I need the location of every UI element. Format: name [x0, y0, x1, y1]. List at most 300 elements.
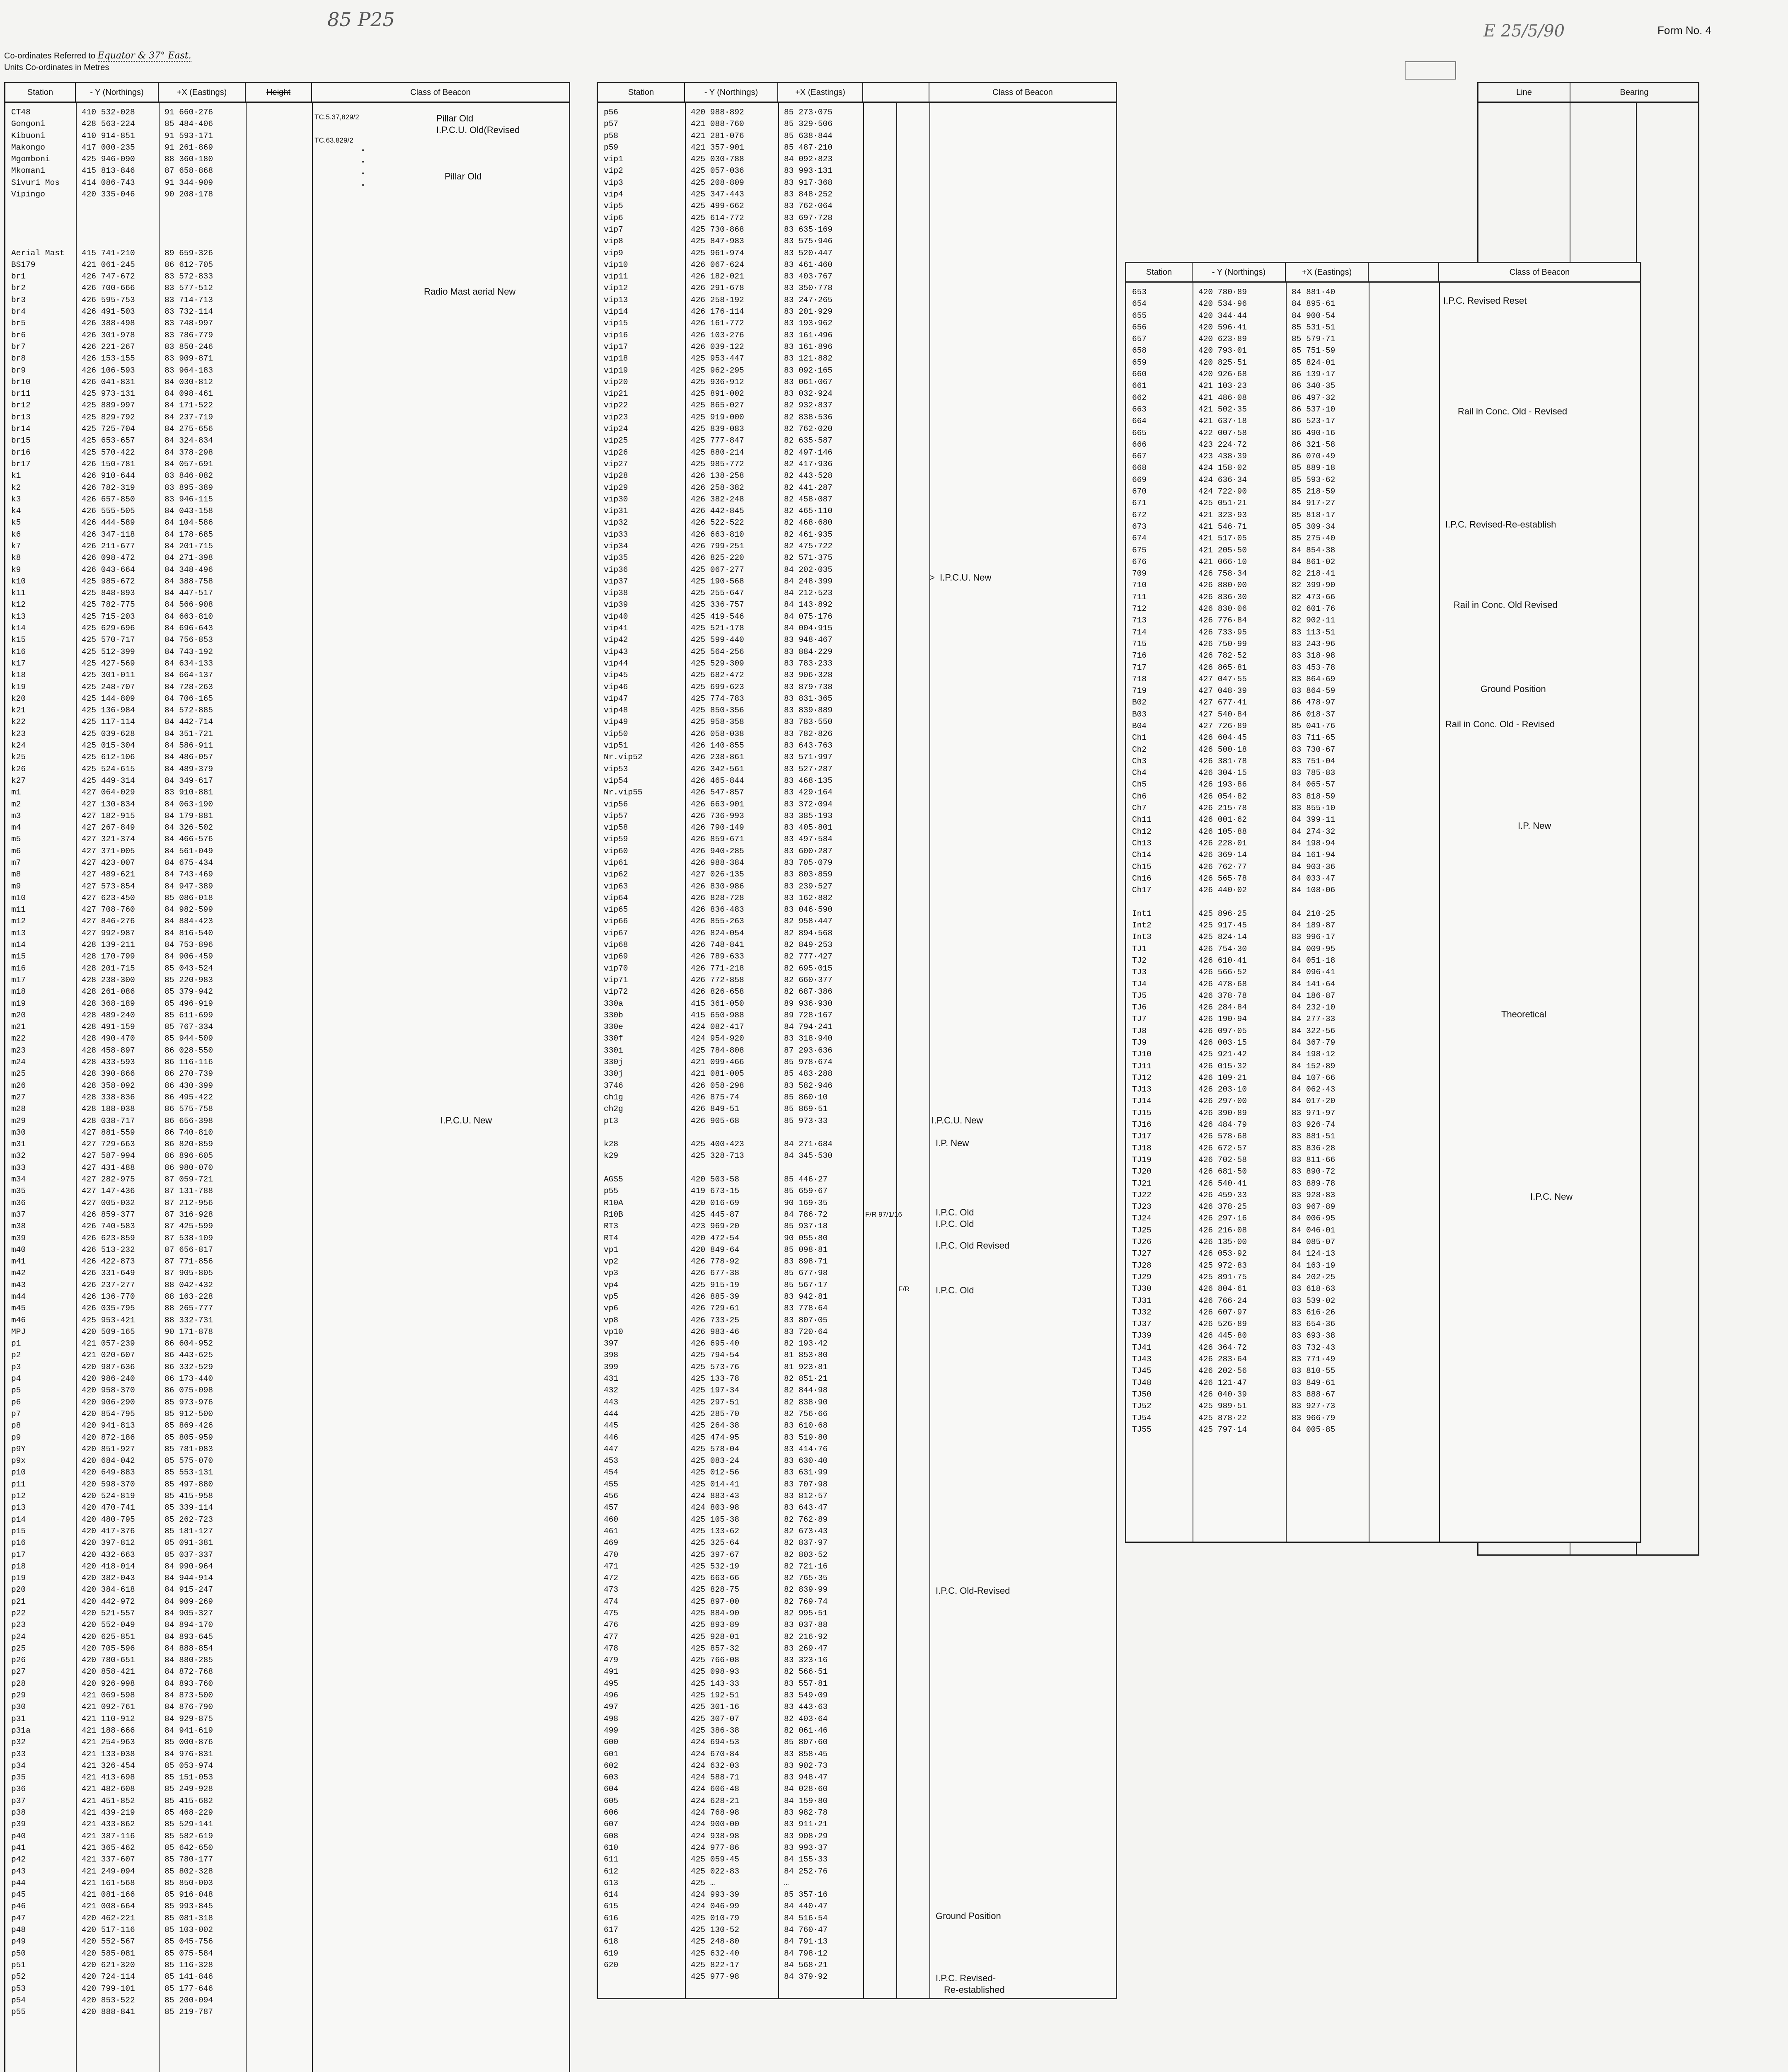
col-northings: - Y (Northings)	[685, 83, 778, 102]
table-row	[1126, 427, 1640, 439]
easting-cell: 88 360·180	[165, 155, 213, 164]
station-cell: p44	[11, 1878, 26, 1888]
table-row	[1126, 322, 1640, 333]
station-cell: 600	[604, 1738, 619, 1747]
table-row	[1126, 579, 1640, 591]
table-row	[598, 353, 1116, 364]
station-cell: k6	[11, 530, 21, 539]
easting-cell: 82 837·97	[784, 1538, 828, 1548]
northing-cell: 421 439·219	[82, 1808, 135, 1818]
northing-cell: 421 323·93	[1198, 510, 1247, 520]
easting-cell: 84 378·298	[165, 448, 213, 457]
northing-cell: 420 780·89	[1198, 288, 1247, 297]
northing-cell: 425 307·07	[691, 1714, 740, 1723]
northing-cell: 426 304·15	[1198, 768, 1247, 778]
northing-cell: 426 211·677	[82, 541, 135, 551]
table-row	[5, 1654, 569, 1666]
northing-cell: 426 623·859	[82, 1233, 135, 1243]
northing-cell: 425 839·083	[691, 424, 744, 434]
easting-cell: 85 496·919	[165, 999, 213, 1008]
easting-cell: 83 993·131	[784, 166, 833, 176]
table-row	[598, 1866, 1116, 1877]
easting-cell: 87 293·636	[784, 1046, 833, 1055]
northing-cell: 415 650·988	[691, 1010, 744, 1020]
table-row	[598, 1103, 1116, 1115]
station-cell: p42	[11, 1855, 26, 1864]
northing-cell: 425 953·421	[82, 1315, 135, 1325]
station-cell: vip25	[604, 436, 628, 445]
northing-cell: 425 663·66	[691, 1573, 740, 1583]
station-cell: br11	[11, 389, 31, 399]
northing-cell: 425 570·422	[82, 448, 135, 457]
table-row	[1126, 568, 1640, 579]
station-cell: p52	[11, 1972, 26, 1982]
station-cell: vip56	[604, 799, 628, 809]
table-row	[1126, 357, 1640, 368]
easting-cell: 86 490·16	[1292, 428, 1336, 438]
easting-cell: 84 159·80	[784, 1796, 828, 1806]
station-cell: m22	[11, 1034, 26, 1043]
table-row	[598, 576, 1116, 587]
table-row	[598, 1666, 1116, 1677]
station-cell: TJ28	[1132, 1261, 1152, 1270]
northing-cell: 425 143·33	[691, 1679, 740, 1688]
station-cell: k4	[11, 506, 21, 516]
easting-cell: 83 898·71	[784, 1257, 828, 1266]
easting-cell: 85 103·002	[165, 1925, 213, 1935]
northing-cell: 426 097·05	[1198, 1026, 1247, 1036]
northing-cell: 426 378·78	[1198, 991, 1247, 1000]
table-row	[1126, 603, 1640, 615]
table-row	[1126, 755, 1640, 767]
northing-cell: 426 297·16	[1198, 1214, 1247, 1223]
easting-cell: 81 853·80	[784, 1351, 828, 1360]
northing-cell: 425 474·95	[691, 1433, 740, 1442]
northing-cell: 428 433·593	[82, 1058, 135, 1067]
station-cell: m10	[11, 893, 26, 903]
northing-cell: 420 552·567	[82, 1937, 135, 1946]
northing-cell: 428 358·092	[82, 1081, 135, 1090]
northing-cell: 427 623·450	[82, 893, 135, 903]
northing-cell: 426 203·10	[1198, 1085, 1247, 1094]
table-row	[5, 1138, 569, 1150]
table-row	[5, 1397, 569, 1408]
easting-cell: 85 497·880	[165, 1479, 213, 1489]
station-cell: 491	[604, 1667, 619, 1677]
easting-cell: 84 189·87	[1292, 921, 1336, 930]
table-row	[598, 963, 1116, 974]
easting-cell: 85 611·699	[165, 1010, 213, 1020]
easting-cell: 84 186·87	[1292, 991, 1336, 1000]
station-cell: RT4	[604, 1233, 619, 1243]
station-cell: p11	[11, 1479, 26, 1489]
table-row	[598, 1854, 1116, 1865]
table-row	[1126, 978, 1640, 990]
northing-cell: 425 782·775	[82, 600, 135, 610]
station-cell: 456	[604, 1491, 619, 1501]
northing-cell: 426 058·038	[691, 729, 744, 738]
table-row	[598, 1162, 1116, 1174]
station-cell: 611	[604, 1855, 619, 1864]
easting-cell: 83 577·512	[165, 283, 213, 293]
table-row	[1126, 826, 1640, 838]
northing-cell: 427 489·621	[82, 870, 135, 879]
table-row	[1126, 1130, 1640, 1142]
easting-cell: 85 642·650	[165, 1843, 213, 1852]
easting-cell: 86 537·10	[1292, 404, 1336, 414]
easting-cell: 84 005·85	[1292, 1425, 1336, 1434]
easting-cell: 84 006·95	[1292, 1214, 1336, 1223]
table-row	[598, 1772, 1116, 1783]
class-note: Pillar Old	[445, 171, 482, 182]
easting-cell: 84 489·379	[165, 764, 213, 774]
easting-cell: 84 561·049	[165, 846, 213, 856]
table-row	[5, 1549, 569, 1561]
table-row	[1126, 310, 1640, 322]
station-cell: br9	[11, 366, 26, 375]
station-cell: vp2	[604, 1257, 619, 1266]
table-row	[5, 505, 569, 517]
northing-cell: 425 419·546	[691, 612, 744, 621]
easting-cell: 82 849·253	[784, 940, 833, 950]
northing-cell: 427 726·89	[1198, 721, 1247, 731]
easting-cell: 83 443·63	[784, 1702, 828, 1712]
easting-cell: 82 803·52	[784, 1550, 828, 1559]
station-cell: m37	[11, 1210, 26, 1219]
easting-cell: 85 531·51	[1292, 322, 1336, 332]
table-row	[1126, 1283, 1640, 1295]
easting-cell: 86 497·32	[1292, 393, 1336, 402]
station-cell: 330j	[604, 1058, 623, 1067]
easting-cell: 83 889·78	[1292, 1179, 1336, 1188]
easting-cell: 86 075·098	[165, 1386, 213, 1395]
northing-cell: 421 433·862	[82, 1820, 135, 1829]
northing-cell: 425 059·45	[691, 1855, 740, 1864]
table-row	[598, 1009, 1116, 1021]
northing-cell: 420 598·370	[82, 1479, 135, 1489]
northing-cell: 425 136·984	[82, 706, 135, 715]
northing-cell: 426 789·633	[691, 952, 744, 961]
table-row	[598, 1889, 1116, 1900]
station-cell: p25	[11, 1644, 26, 1653]
table-row	[1126, 1178, 1640, 1189]
station-cell: TJ37	[1132, 1319, 1152, 1329]
station-cell: TJ25	[1132, 1225, 1152, 1235]
easting-cell: 85 973·976	[165, 1397, 213, 1407]
easting-cell: 83 519·80	[784, 1433, 828, 1442]
station-cell: br6	[11, 330, 26, 340]
station-cell: k23	[11, 729, 26, 738]
station-cell: 614	[604, 1890, 619, 1900]
easting-cell: 84 028·60	[784, 1784, 828, 1794]
table-row	[5, 1561, 569, 1572]
table-row	[5, 576, 569, 587]
table-row	[598, 1197, 1116, 1209]
northing-cell: 428 139·211	[82, 940, 135, 950]
table-row	[1126, 1225, 1640, 1236]
coordinate-table-middle	[597, 82, 1117, 1999]
col-class: Class of Beacon	[992, 87, 1053, 97]
northing-cell: 410 914·851	[82, 131, 135, 140]
easting-cell: 85 889·18	[1292, 463, 1336, 473]
table-row	[5, 1443, 569, 1455]
easting-cell: 85 275·40	[1292, 534, 1336, 543]
station-cell: Nr.vip52	[604, 753, 643, 762]
easting-cell: 83 453·78	[1292, 663, 1336, 672]
table-row	[598, 1185, 1116, 1197]
station-cell: p38	[11, 1808, 26, 1818]
easting-cell: 84 348·496	[165, 565, 213, 574]
easting-cell: 86 478·97	[1292, 698, 1336, 707]
easting-cell: 84 252·76	[784, 1866, 828, 1876]
station-cell: TJ48	[1132, 1378, 1152, 1387]
easting-cell: 83 239·527	[784, 881, 833, 891]
northing-cell: 425 985·672	[82, 576, 135, 586]
station-cell: m39	[11, 1233, 26, 1243]
easting-cell: 85 483·288	[784, 1069, 833, 1079]
table-row	[5, 517, 569, 528]
table-row	[5, 540, 569, 552]
northing-cell: 426 859·671	[691, 835, 744, 844]
easting-cell: 84 202·25	[1292, 1272, 1336, 1282]
table-row	[598, 1736, 1116, 1748]
northing-cell: 415 361·050	[691, 999, 744, 1008]
table-row	[5, 1842, 569, 1854]
northing-cell: 420 382·043	[82, 1573, 135, 1583]
col-eastings: +X (Eastings)	[778, 83, 863, 102]
station-cell: Ch14	[1132, 850, 1152, 860]
station-cell: 498	[604, 1714, 619, 1723]
easting-cell: 82 958·447	[784, 917, 833, 926]
northing-cell: 419 673·15	[691, 1186, 740, 1196]
easting-cell: 85 780·177	[165, 1855, 213, 1864]
northing-cell: 425 427·569	[82, 658, 135, 668]
table-row	[5, 599, 569, 610]
northing-cell: 425 144·809	[82, 694, 135, 703]
table-row	[5, 142, 569, 153]
northing-cell: 426 758·34	[1198, 569, 1247, 579]
table-row	[5, 799, 569, 810]
station-cell: k29	[604, 1151, 619, 1161]
height-note: "	[362, 148, 365, 156]
table-row	[598, 869, 1116, 880]
table-row	[598, 1490, 1116, 1502]
easting-cell: …	[784, 1878, 789, 1888]
northing-cell: 426 500·18	[1198, 745, 1247, 754]
northing-cell: 420 926·998	[82, 1679, 135, 1688]
easting-cell: 85 593·62	[1292, 475, 1336, 484]
easting-cell: 83 429·164	[784, 788, 833, 797]
easting-cell: 85 973·33	[784, 1116, 828, 1126]
class-note: Rail in Conc. Old - Revised	[1445, 719, 1555, 729]
easting-cell: 83 572·833	[165, 272, 213, 281]
northing-cell: 420 684·042	[82, 1456, 135, 1466]
station-cell: vip51	[604, 741, 628, 750]
northing-cell: 425 197·34	[691, 1386, 740, 1395]
table-row	[598, 634, 1116, 646]
table-row	[1126, 908, 1640, 920]
northing-cell: 420 585·081	[82, 1949, 135, 1958]
northing-cell: 420 472·54	[691, 1233, 740, 1243]
northing-cell: 425 946·090	[82, 155, 135, 164]
easting-cell: 83 405·801	[784, 823, 833, 833]
table-row	[598, 1690, 1116, 1701]
northing-cell: 426 003·15	[1198, 1038, 1247, 1047]
easting-cell: 84 324·834	[165, 436, 213, 445]
station-cell: vip41	[604, 624, 628, 633]
table-row	[598, 775, 1116, 787]
station-cell: p2	[11, 1351, 21, 1360]
station-cell: B03	[1132, 709, 1147, 719]
table-row	[5, 998, 569, 1009]
table-row	[5, 458, 569, 470]
station-cell	[598, 1127, 685, 1138]
table-row	[5, 212, 569, 224]
northing-cell: 426 258·382	[691, 483, 744, 492]
northing-cell: 425 301·16	[691, 1702, 740, 1712]
station-cell: p51	[11, 1960, 26, 1970]
class-note: Radio Mast aerial New	[424, 286, 516, 297]
station-cell: TJ22	[1132, 1190, 1152, 1200]
northing-cell: 425 192·51	[691, 1691, 740, 1700]
easting-cell	[159, 200, 246, 212]
easting-cell: 83 831·365	[784, 694, 833, 703]
northing-cell: 426 540·41	[1198, 1179, 1247, 1188]
table-row	[5, 833, 569, 845]
table-row	[5, 986, 569, 997]
easting-cell: 87 658·868	[165, 166, 213, 176]
easting-cell: 83 778·64	[784, 1304, 828, 1313]
northing-cell: 426 855·263	[691, 917, 744, 926]
easting-cell: 86 332·529	[165, 1362, 213, 1372]
station-cell: 3746	[604, 1081, 623, 1090]
northing-cell: 425 822·17	[691, 1960, 740, 1970]
northing-cell: 426 465·844	[691, 776, 744, 785]
northing-cell: 426 547·857	[691, 788, 744, 797]
easting-cell: 85 000·876	[165, 1738, 213, 1747]
northing-cell: 426 039·122	[691, 342, 744, 351]
easting-cell: 83 864·59	[1292, 686, 1336, 696]
easting-cell: 83 037·88	[784, 1620, 828, 1630]
table-row	[598, 857, 1116, 869]
northing-cell: 420 552·049	[82, 1620, 135, 1630]
easting-cell: 84 947·389	[165, 881, 213, 891]
table-row	[598, 235, 1116, 247]
easting-cell: 82 473·66	[1292, 592, 1336, 602]
table-row	[5, 1174, 569, 1185]
table-row	[1126, 1119, 1640, 1130]
table-row	[1126, 1025, 1640, 1037]
northing-cell: 424 636·34	[1198, 475, 1247, 484]
easting-cell: 84 929·875	[165, 1714, 213, 1723]
easting-cell: 84 108·06	[1292, 886, 1336, 895]
table-row	[1126, 779, 1640, 790]
easting-cell: 83 705·079	[784, 858, 833, 867]
table-row	[598, 494, 1116, 505]
northing-cell: 426 825·220	[691, 553, 744, 563]
station-cell: m17	[11, 975, 26, 985]
easting-cell: 84 232·10	[1292, 1003, 1336, 1012]
easting-cell: 84 277·33	[1292, 1014, 1336, 1024]
easting-cell: 90 171·878	[165, 1327, 213, 1336]
table-row	[1126, 497, 1640, 509]
northing-cell: 426 672·57	[1198, 1143, 1247, 1153]
northing-cell: 426 331·649	[82, 1268, 135, 1278]
station-cell: vp5	[604, 1292, 619, 1301]
northing-cell: 420 596·41	[1198, 322, 1247, 332]
station-cell: k17	[11, 658, 26, 668]
table-row	[598, 1948, 1116, 1959]
northing-cell: 425 891·75	[1198, 1272, 1247, 1282]
northing-cell: 420 825·51	[1198, 358, 1247, 367]
table-row	[1126, 1213, 1640, 1224]
station-cell: 432	[604, 1386, 619, 1395]
station-cell: 495	[604, 1679, 619, 1688]
easting-cell: 84 791·13	[784, 1937, 828, 1946]
station-cell: vip27	[604, 459, 628, 469]
station-cell: p41	[11, 1843, 26, 1852]
easting-cell: 83 372·094	[784, 799, 833, 809]
station-cell: B04	[1132, 721, 1147, 731]
station-cell: vip64	[604, 893, 628, 903]
station-cell: m27	[11, 1092, 26, 1102]
station-cell: ch2g	[604, 1104, 623, 1114]
northing-cell: 425 962·295	[691, 366, 744, 375]
northing-cell: 426 940·285	[691, 846, 744, 856]
easting-cell: 85 151·053	[165, 1773, 213, 1782]
easting-cell: 84 212·523	[784, 588, 833, 598]
table-row	[5, 2006, 569, 2018]
easting-cell: 86 980·070	[165, 1163, 213, 1172]
northing-cell: 425 117·114	[82, 717, 135, 727]
table-row	[598, 435, 1116, 446]
station-cell: Gongoni	[11, 119, 45, 129]
table-row	[598, 1115, 1116, 1127]
table-row	[5, 329, 569, 341]
table-row	[5, 775, 569, 787]
easting-cell: 83 697·728	[784, 213, 833, 223]
easting-cell: 83 113·51	[1292, 627, 1336, 637]
station-cell: 711	[1132, 592, 1147, 602]
easting-cell: 82 601·76	[1292, 604, 1336, 614]
easting-cell: 84 706·165	[165, 694, 213, 703]
col-eastings: +X (Eastings)	[1286, 263, 1369, 281]
northing-cell: 425 891·002	[691, 389, 744, 399]
northing-cell: 425 878·22	[1198, 1413, 1247, 1423]
table-row	[5, 1783, 569, 1795]
table-row	[598, 517, 1116, 528]
station-cell: p54	[11, 1995, 26, 2005]
station-cell: m34	[11, 1175, 26, 1184]
station-cell: m35	[11, 1186, 26, 1196]
easting-cell: 83 092·165	[784, 366, 833, 375]
station-cell: m21	[11, 1022, 26, 1032]
northing-cell: 426 459·33	[1198, 1190, 1247, 1200]
station-cell: p7	[11, 1409, 21, 1418]
easting-cell: 84 152·89	[1292, 1061, 1336, 1071]
northing-cell: 426 103·276	[691, 330, 744, 340]
station-cell: p43	[11, 1866, 26, 1876]
northing-cell: 421 517·05	[1198, 534, 1247, 543]
northing-cell: 428 038·717	[82, 1116, 135, 1126]
station-cell: 446	[604, 1433, 619, 1442]
table-row	[5, 1314, 569, 1326]
station-cell: 661	[1132, 381, 1147, 391]
station-cell: vip24	[604, 424, 628, 434]
station-cell: br10	[11, 377, 31, 387]
station-cell: m46	[11, 1315, 26, 1325]
easting-cell: 84 861·02	[1292, 557, 1336, 566]
